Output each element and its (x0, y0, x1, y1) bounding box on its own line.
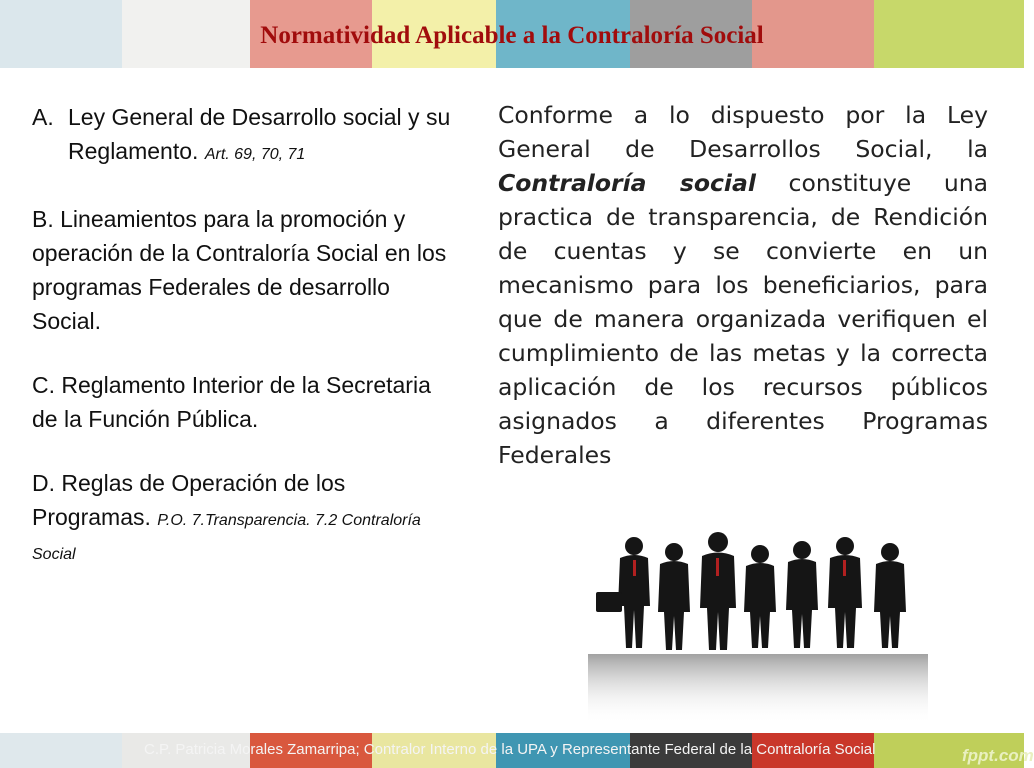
paragraph-text-end: constituye una practica de transparencia, de Rendición de cuentas y se convierte en un mecanismo para los beneficiarios, para que de manera organizada verifiquen el cumplimiento de las metas y la correcta aplicación de los recursos públicos asignados a diferentes Programas Federales (498, 169, 989, 469)
regulations-list (32, 100, 462, 568)
slide-title: Normatividad Aplicable a la Contraloría Social (260, 22, 764, 49)
list-item-a-text: Ley General de Desarrollo social y su Reglamento. (68, 104, 451, 164)
list-item-d-text: D. Reglas de Operación de los Programas. (32, 470, 346, 530)
paragraph-emphasis: Contraloría social (498, 169, 756, 197)
list-item-a (32, 100, 462, 172)
brand-logo: fppt.com (962, 746, 1034, 765)
footer-credit: C.P. Patricia Morales Zamarripa; Contralor Interno de la UPA y Representante Federal de la Contraloría Social (144, 741, 876, 758)
paragraph-text-start: Conforme a lo dispuesto por la Ley General de Desarrollos Social, la (498, 101, 988, 163)
list-item-a-ref: Art. 69, 70, 71 (204, 146, 306, 163)
list-item-b: B. Lineamientos para la promoción y operación de la Contraloría Social en los programas Federales de desarrollo Social. (32, 206, 447, 334)
list-item-c-text: C. Reglamento Interior de la Secretaria de la Función Pública (32, 372, 431, 432)
business-people-image (588, 530, 928, 725)
list-item-d-ref: P.O. 7.Transparencia. 7.2 Contraloría Social (32, 512, 421, 563)
description-paragraph (498, 98, 988, 472)
list-item-a-content (68, 100, 462, 172)
list-item-a-label: A. (32, 104, 54, 130)
list-item-d (32, 466, 462, 568)
list-item-c-end: . (251, 406, 259, 432)
list-item-c (32, 368, 462, 436)
